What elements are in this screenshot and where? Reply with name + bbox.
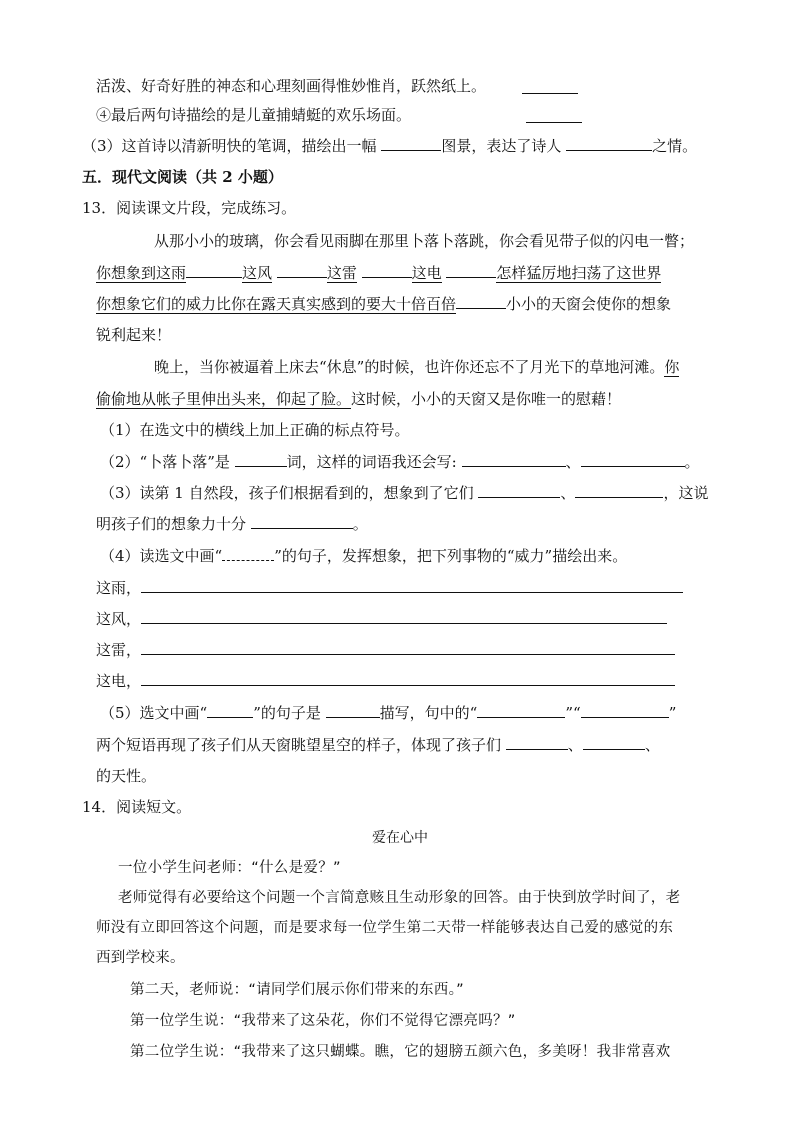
q13-sub4-b: ”的句子，发挥想象，把下列事物的“威力”描绘出来。	[274, 547, 628, 565]
q13-sub5-blank-type[interactable]	[326, 703, 380, 718]
q13-wind-answer[interactable]	[141, 609, 667, 624]
q13-sub3-d: 明孩子们的想象力十分	[96, 515, 247, 533]
q13-lightning-label: 这电，	[96, 672, 142, 690]
q13-sub3	[100, 483, 708, 503]
q13-sub3-line-2	[96, 514, 368, 534]
story-title: 爱在心中	[372, 830, 428, 846]
q13-p1-l2-d: 这电	[411, 264, 442, 282]
q13-sub2-d: 。	[684, 453, 700, 471]
story-p2-line-3: 西到学校来。	[96, 950, 185, 966]
q13-sub5-line-2	[96, 735, 660, 755]
q13-p1-line-2	[96, 263, 661, 283]
q13-sub5-blank-nature-2[interactable]	[583, 735, 645, 750]
q13-sub5-solid-mark	[207, 703, 253, 718]
q12-line-2-text: ④最后两句诗描绘的是儿童捕蜻蜓的欢乐场面。	[96, 106, 412, 124]
q13-sub5-a: （5）选文中画“	[100, 704, 208, 722]
story-p2-line-2: 师没有立即回答这个问题，而是要求每一位学生第二天带一样能够表达自己爱的感觉的东	[96, 920, 674, 936]
q13-sub5-blank-nature-1[interactable]	[506, 735, 568, 750]
q13-p1-l3-a: 你想象它们的威力比你在露天真实感到的要大十倍百倍	[96, 295, 457, 313]
q13-sub3-b: 、	[560, 484, 576, 502]
q13-sub5-l2-c: 、	[644, 736, 660, 754]
q13-wind-label: 这风，	[96, 610, 142, 628]
q13-sub2-a: （2）“卜落卜落”是	[100, 453, 230, 471]
q13-stem: 13．阅读课文片段，完成练习。	[82, 199, 297, 217]
q12-sub3-blank-feeling[interactable]	[566, 136, 652, 151]
q13-p2-line-2	[96, 389, 621, 409]
q13-sub5-c: 描写，句中的“	[379, 704, 478, 722]
q13-rain-line	[96, 578, 683, 598]
q13-sub3-a: （3）读第 1 自然段，孩子们根据看到的，想象到了它们	[100, 484, 474, 502]
q13-sub2	[100, 452, 700, 472]
q13-sub4	[100, 546, 627, 566]
q13-p2-l2-b: 这时候，小小的天窗又是你唯一的慰藉！	[351, 390, 622, 408]
q13-p2-l1-a: 晚上，当你被逼着上床去“休息”的时候，也许你还忘不了月光下的草地河滩。	[154, 358, 665, 376]
q13-p1-l2-a: 你想象到这雨	[96, 264, 187, 282]
q12-sub3	[82, 136, 697, 156]
q13-sub3-blank-3[interactable]	[251, 514, 353, 529]
story-p2-line-1: 老师觉得有必要给这个问题一个言简意赅且生动形象的回答。由于快到放学时间了，老	[118, 890, 681, 906]
q13-sub3-blank-2[interactable]	[575, 483, 663, 498]
q14-stem: 14．阅读短文。	[82, 798, 192, 816]
q13-sub5-l2-b: 、	[567, 736, 583, 754]
q13-punct-blank-2[interactable]	[277, 263, 327, 278]
q12-blank-4[interactable]	[526, 108, 582, 123]
q13-sub1: （1）在选文中的横线上加上正确的标点符号。	[100, 421, 410, 439]
q13-sub4-a: （4）读选文中画“	[100, 547, 223, 565]
q12-line-2	[96, 105, 411, 125]
q12-blank-3[interactable]	[522, 79, 578, 94]
q13-sub3-e: 。	[352, 515, 368, 533]
story-p3: 第二天，老师说：“请同学们展示你们带来的东西。”	[130, 982, 464, 998]
q12-line-1	[96, 76, 486, 96]
q13-p1-l2-b: 这风	[242, 264, 273, 282]
q13-punct-blank-1[interactable]	[186, 263, 242, 278]
q13-p1-l2-e: 怎样猛厉地扫荡了这世界	[496, 264, 662, 282]
q13-sub5-b: ”的句子是	[253, 704, 321, 722]
q13-sub2-blank-word-1[interactable]	[462, 452, 566, 467]
q13-punct-blank-3[interactable]	[362, 263, 412, 278]
q13-sub2-blank-word-2[interactable]	[581, 452, 685, 467]
q13-lightning-line	[96, 671, 675, 691]
q13-sub5	[100, 703, 676, 723]
q13-sub5-d: ”“	[565, 704, 581, 722]
q13-sub5-blank-phrase-1[interactable]	[477, 703, 565, 718]
q13-thunder-label: 这雷，	[96, 641, 142, 659]
q12-sub3-b: 图景，表达了诗人	[441, 137, 562, 155]
q13-punct-blank-4[interactable]	[446, 263, 496, 278]
story-p5: 第二位学生说：“我带来了这只蝴蝶。瞧，它的翅膀五颜六色，多美呀！我非常喜欢	[130, 1044, 671, 1060]
q13-p1-line-4: 锐利起来！	[96, 326, 172, 344]
q13-wind-line	[96, 609, 667, 629]
q13-p2-l2-a: 偷偷地从帐子里伸出头来，仰起了脸。	[96, 390, 352, 408]
q13-sub2-blank-type[interactable]	[235, 452, 287, 467]
q13-rain-answer[interactable]	[141, 578, 683, 593]
q12-sub3-blank-scene[interactable]	[381, 136, 441, 151]
q12-line-1-text: 活泼、好奇好胜的神态和心理刻画得惟妙惟肖，跃然纸上。	[96, 77, 487, 95]
story-p1: 一位小学生问老师：“什么是爱？”	[118, 860, 341, 876]
q13-p2-line-1	[154, 357, 679, 377]
q13-sub5-e: ”	[668, 704, 677, 722]
q13-sub5-blank-phrase-2[interactable]	[581, 703, 669, 718]
q13-sub3-c: ，这说	[663, 484, 709, 502]
q12-sub3-c: 之情。	[652, 137, 698, 155]
q12-sub3-a: （3）这首诗以清新明快的笔调，描绘出一幅	[82, 137, 377, 155]
q13-sub2-b: 词，这样的词语我还会写:	[286, 453, 457, 471]
q13-sub3-blank-1[interactable]	[478, 483, 560, 498]
q13-thunder-line	[96, 640, 675, 660]
q13-thunder-answer[interactable]	[141, 640, 675, 655]
q13-p1-line-1: 从那小小的玻璃，你会看见雨脚在那里卜落卜落跳，你会看见带子似的闪电一瞥；	[154, 232, 695, 250]
q13-sub4-dashed-mark	[222, 546, 274, 561]
q13-sub5-line-3: 的天性。	[96, 767, 157, 785]
q13-p1-line-3	[96, 294, 671, 314]
story-p4: 第一位学生说：“我带来了这朵花，你们不觉得它漂亮吗？”	[130, 1013, 516, 1029]
q13-p1-l2-c: 这雷	[326, 264, 357, 282]
q13-rain-label: 这雨，	[96, 579, 142, 597]
q13-p1-l3-b: 小小的天窗会使你的想象	[506, 295, 672, 313]
q13-sub2-c: 、	[565, 453, 581, 471]
q13-lightning-answer[interactable]	[141, 671, 675, 686]
q13-p2-l1-b: 你	[664, 358, 680, 376]
section-5-title: 五．现代文阅读（共 2 小题）	[82, 168, 283, 186]
q13-sub5-l2-a: 两个短语再现了孩子们从天窗眺望星空的样子，体现了孩子们	[96, 736, 502, 754]
q13-punct-blank-5[interactable]	[456, 294, 506, 309]
